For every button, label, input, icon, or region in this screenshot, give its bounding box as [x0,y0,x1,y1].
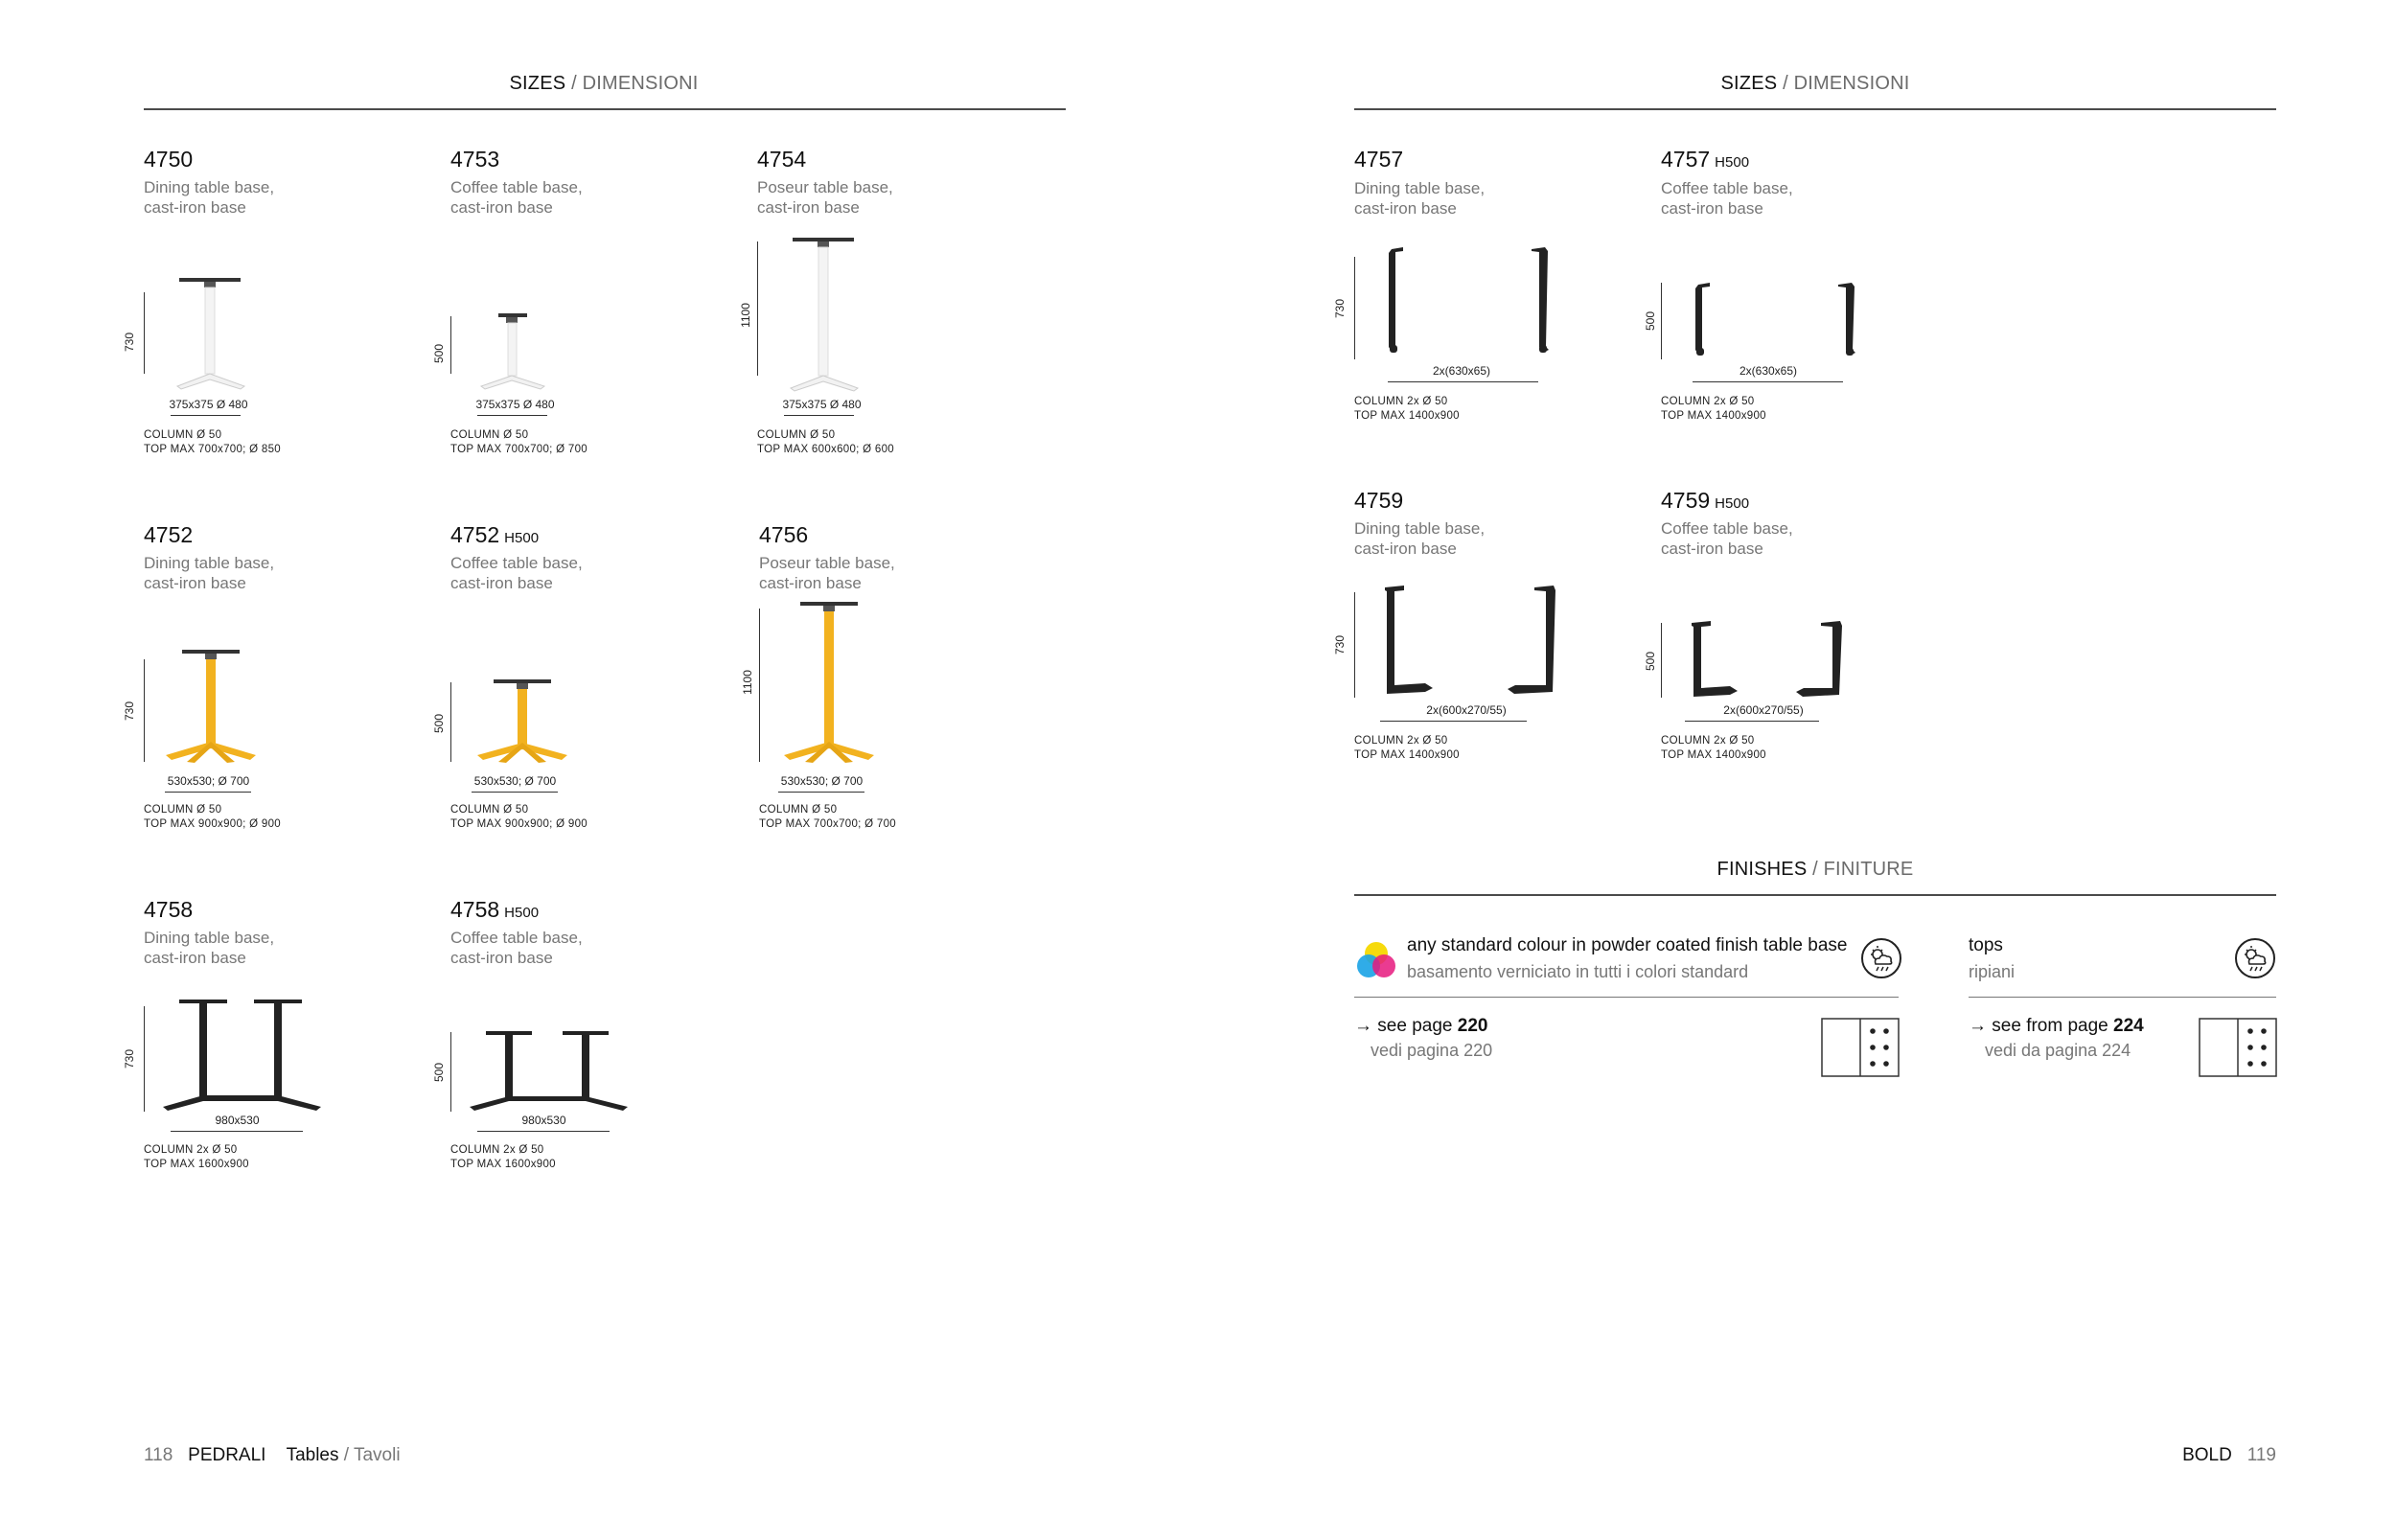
brand-name: PEDRALI [188,1445,266,1465]
height-dimension-line [1661,283,1662,359]
height-label: 730 [123,1048,137,1069]
product-code: 4758 [144,897,194,922]
finiture-label: / FINITURE [1807,859,1914,880]
tops-finish-rule [1969,997,2276,998]
product-specs: COLUMN 2x Ø 50 TOP MAX 1400x900 [1354,735,1460,761]
left-title-rule [144,108,1066,110]
base-dimensions: 980x530 [215,1114,260,1127]
dimension-line [477,1131,610,1132]
footer-right [2182,1445,2276,1466]
color-wheel-icon [1354,939,1398,983]
white-pedestal-base-figure [158,273,264,393]
base-dimensions: 530x530; Ø 700 [167,774,250,788]
product-description: Coffee table base, cast-iron base [450,554,583,592]
base-dimensions: 530x530; Ø 700 [780,774,864,788]
finish-swatch-icon [2199,1018,2277,1077]
yellow-pedestal-base-figure [767,594,891,767]
product-code: 4753 [450,147,500,172]
height-dimension-line [144,292,145,374]
base-dimensions: 2x(630x65) [1739,364,1798,378]
product-description: Coffee table base, cast-iron base [450,178,583,217]
height-label: 730 [1333,298,1348,319]
dimension-line [1685,721,1819,722]
product-specs: COLUMN Ø 50 TOP MAX 700x700; Ø 850 [144,429,281,455]
section-name: Tables [286,1445,339,1465]
dimensioni-label: / DIMENSIONI [1777,73,1910,94]
page-number-left: 118 [144,1445,173,1465]
product-specs: COLUMN Ø 50 TOP MAX 700x700; Ø 700 [759,804,896,830]
product-specs: COLUMN 2x Ø 50 TOP MAX 1600x900 [450,1144,556,1170]
height-label: 730 [1333,634,1348,655]
product-code: 4754 [757,147,807,172]
product-code: 4759 H500 [1661,488,1750,513]
left-sizes-title [144,73,1064,95]
finishes-title-rule [1354,894,2276,896]
height-label: 500 [1644,310,1658,332]
height-label: 1100 [738,303,752,328]
black-side-leg-figure [1687,273,1869,364]
right-sizes-title [1354,73,2276,95]
footer-left [144,1445,401,1466]
sizes-label: SIZES [509,73,566,94]
white-pedestal-base-figure [772,232,877,395]
product-description: Dining table base, cast-iron base [144,929,275,967]
height-dimension-line [144,659,145,762]
page-number-right: 119 [2246,1445,2276,1465]
product-code: 4758 H500 [450,897,540,922]
height-label: 730 [123,332,137,353]
dimension-line [1693,381,1843,382]
product-description: Coffee table base, cast-iron base [450,929,583,967]
height-label: 500 [1644,651,1658,672]
height-dimension-line [1661,623,1662,698]
section-name-italian: / Tavoli [338,1445,401,1465]
product-specs: COLUMN 2x Ø 50 TOP MAX 1400x900 [1354,396,1460,422]
dimension-line [1380,721,1527,722]
height-label: 500 [432,1062,447,1083]
dimension-line [171,415,241,416]
tops-finish-link[interactable]: → see from page 224 [1969,1016,2144,1036]
tops-finish-text: tops [1969,935,2003,955]
black-side-leg-figure [1380,240,1562,364]
black-double-base-figure [158,992,326,1116]
height-label: 1100 [740,670,754,695]
yellow-pedestal-base-figure [460,666,585,767]
height-label: 500 [432,713,447,734]
product-specs: COLUMN Ø 50 TOP MAX 900x900; Ø 900 [450,804,587,830]
black-double-base-figure [465,1016,633,1116]
product-description: Dining table base, cast-iron base [144,178,275,217]
sizes-label: SIZES [1720,73,1778,94]
base-dimensions: 375x375 Ø 480 [169,398,248,411]
dimension-line [1388,381,1538,382]
height-label: 730 [123,701,137,722]
tops-finish-link-subtext: vedi da pagina 224 [1985,1041,2131,1060]
product-description: Dining table base, cast-iron base [144,554,275,592]
product-description: Dining table base, cast-iron base [1354,519,1486,558]
height-dimension-line [450,1032,451,1112]
height-dimension-line [450,682,451,762]
white-pedestal-base-figure [460,302,565,393]
right-title-rule [1354,108,2276,110]
black-side-leg-figure [1375,580,1567,704]
base-finish-text: any standard colour in powder coated finish table base [1407,935,1848,955]
height-dimension-line [1354,257,1355,359]
base-dimensions: 2x(600x270/55) [1426,703,1507,717]
dimension-line [784,415,854,416]
dimension-line [171,1131,303,1132]
height-dimension-line [1354,592,1355,698]
base-dimensions: 980x530 [521,1114,566,1127]
base-dimensions: 2x(600x270/55) [1723,703,1804,717]
height-dimension-line [757,241,758,376]
base-dimensions: 530x530; Ø 700 [473,774,557,788]
height-label: 500 [432,343,447,364]
product-description: Coffee table base, cast-iron base [1661,519,1793,558]
dimension-line [165,792,251,793]
base-finish-link-subtext: vedi pagina 220 [1371,1041,1493,1060]
product-specs: COLUMN 2x Ø 50 TOP MAX 1400x900 [1661,396,1766,422]
product-description: Coffee table base, cast-iron base [1661,179,1793,218]
product-code: 4750 [144,147,194,172]
base-dimensions: 375x375 Ø 480 [782,398,862,411]
tops-finish-subtext: ripiani [1969,962,2016,981]
height-dimension-line [450,316,451,374]
product-specs: COLUMN 2x Ø 50 TOP MAX 1400x900 [1661,735,1766,761]
outdoor-weather-icon [1860,937,1902,979]
finish-swatch-icon [1821,1018,1900,1077]
base-finish-subtext: basamento verniciato in tutti i colori standard [1407,962,1749,981]
dimension-line [477,415,547,416]
base-dimensions: 2x(630x65) [1432,364,1491,378]
product-specs: COLUMN 2x Ø 50 TOP MAX 1600x900 [144,1144,249,1170]
yellow-pedestal-base-figure [149,642,273,767]
product-code: 4752 [144,522,194,547]
base-finish-rule [1354,997,1899,998]
finishes-label: FINISHES [1716,859,1808,880]
finishes-title [1354,859,2276,881]
product-specs: COLUMN Ø 50 TOP MAX 900x900; Ø 900 [144,804,281,830]
collection-name: BOLD [2182,1445,2232,1465]
dimensioni-label: / DIMENSIONI [565,73,699,94]
product-description: Poseur table base, cast-iron base [757,178,893,217]
base-finish-link[interactable]: → see page 220 [1354,1016,1488,1036]
product-code: 4759 [1354,488,1404,513]
base-dimensions: 375x375 Ø 480 [475,398,555,411]
product-code: 4756 [759,522,809,547]
product-specs: COLUMN Ø 50 TOP MAX 700x700; Ø 700 [450,429,587,455]
black-side-leg-figure [1682,613,1874,704]
dimension-line [778,792,864,793]
height-dimension-line [144,1006,145,1112]
product-code: 4757 H500 [1661,147,1750,172]
product-code: 4757 [1354,147,1404,172]
product-description: Poseur table base, cast-iron base [759,554,895,592]
outdoor-weather-icon [2234,937,2276,979]
product-description: Dining table base, cast-iron base [1354,179,1486,218]
dimension-line [472,792,558,793]
product-specs: COLUMN Ø 50 TOP MAX 600x600; Ø 600 [757,429,894,455]
height-dimension-line [759,609,760,762]
product-code: 4752 H500 [450,522,540,547]
